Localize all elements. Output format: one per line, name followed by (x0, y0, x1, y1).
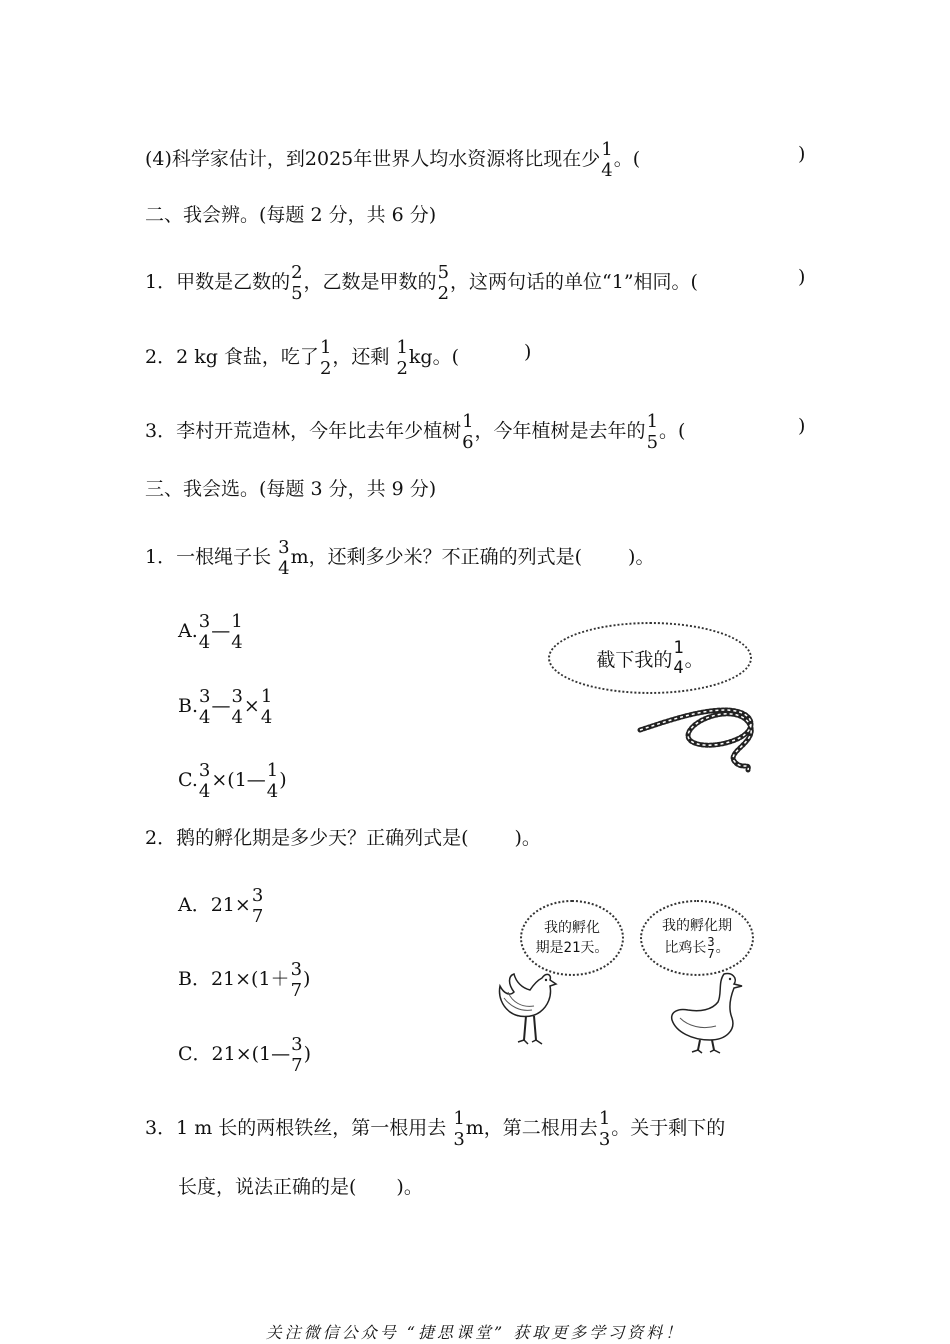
answer-paren-close: ) (798, 266, 806, 288)
fraction-numerator: 3 (231, 686, 243, 707)
question-text: 长度，说法正确的是( (178, 1176, 357, 1198)
option-label: B. (178, 695, 199, 717)
fraction-numerator: 1 (462, 411, 474, 432)
question-4 (145, 139, 640, 181)
fraction-numerator: 3 (290, 959, 303, 980)
s3-question-2 (145, 825, 541, 851)
fraction-numerator: 1 (598, 1108, 611, 1129)
section-2-title: 二、我会辨。(每题 2 分，共 6 分) (145, 204, 437, 226)
fraction (396, 337, 407, 379)
bubble-text: 期是21天。 (535, 940, 609, 956)
answer-paren-close: ) (798, 143, 806, 165)
bubble-text: 我的孵化 (544, 920, 600, 936)
fraction-numerator: 1 (453, 1108, 465, 1129)
answer-paren-close: ) (798, 415, 806, 437)
fraction-numerator: 3 (198, 760, 211, 781)
question-text: 2．鹅的孵化期是多少天？正确列式是( (145, 827, 469, 849)
answer-paren-open: 。( (613, 148, 641, 170)
question-text: 1．一根绳子长 (145, 546, 278, 568)
fraction-numerator: 3 (707, 935, 715, 949)
fraction (231, 611, 242, 653)
fraction-denominator: 5 (291, 283, 303, 304)
answer-paren-close: ) (524, 341, 532, 363)
fraction (261, 686, 272, 728)
question-text: kg。( (408, 346, 459, 368)
goose-speech-bubble (640, 900, 754, 976)
option-label: A．21× (178, 894, 251, 916)
fraction-denominator: 3 (453, 1129, 465, 1150)
fraction (291, 262, 302, 304)
fraction-numerator: 1 (673, 638, 684, 658)
s2-question-1 (145, 262, 698, 304)
option-a (178, 885, 264, 927)
fraction-numerator: 5 (437, 262, 450, 283)
operator: — (211, 620, 231, 642)
fraction (707, 936, 714, 960)
option-label: B．21×(1＋ (178, 968, 290, 990)
rope-illustration (630, 690, 770, 780)
fraction (647, 411, 658, 453)
fraction-denominator: 4 (601, 160, 613, 181)
fraction-numerator: 3 (251, 885, 264, 906)
fraction-denominator: 5 (646, 432, 659, 453)
option-b (178, 686, 273, 728)
fraction (453, 1108, 464, 1150)
fraction-numerator: 1 (646, 411, 659, 432)
section-3-title: 三、我会选。(每题 3 分，共 9 分) (145, 478, 437, 500)
fraction (199, 686, 210, 728)
fraction-denominator: 2 (437, 283, 450, 304)
question-text: (4)科学家估计，到2025年世界人均水资源将比现在少 (145, 148, 601, 170)
s3-question-3-line-2 (178, 1174, 423, 1200)
fraction-denominator: 4 (673, 658, 684, 678)
operator: ) (303, 1043, 312, 1065)
question-text: 2．2 kg 食盐，吃了 (145, 346, 319, 368)
fraction-denominator: 7 (707, 947, 715, 961)
fraction-numerator: 2 (291, 262, 303, 283)
fraction-denominator: 4 (266, 781, 279, 802)
chicken-speech-bubble (520, 900, 624, 976)
fraction-numerator: 1 (266, 760, 279, 781)
fraction-denominator: 2 (319, 358, 332, 379)
s3-question-1 (145, 537, 654, 579)
question-text: ，这两句话的单位“1”相同。( (450, 271, 698, 293)
option-label: C. (178, 769, 198, 791)
fraction-denominator: 4 (198, 632, 211, 653)
fraction (199, 760, 210, 802)
question-text: )。 (396, 1176, 423, 1198)
fraction (267, 760, 278, 802)
bubble-line (664, 936, 729, 960)
s2-question-3 (145, 411, 685, 453)
bubble-text: 截下我的 (596, 648, 673, 671)
fraction-denominator: 4 (260, 707, 273, 728)
fraction-numerator: 3 (278, 537, 290, 558)
question-text: ，还剩 (332, 346, 396, 368)
fraction-numerator: 3 (198, 611, 211, 632)
fraction (231, 686, 242, 728)
bubble-text: 。 (684, 648, 704, 671)
operator: ×(1— (211, 769, 266, 791)
fraction (278, 537, 289, 579)
option-a (178, 611, 244, 653)
operator: ) (303, 968, 311, 990)
fraction-denominator: 3 (598, 1129, 611, 1150)
question-text: 1．甲数是乙数的 (145, 271, 291, 293)
bubble-text: 我的孵化期 (662, 918, 732, 934)
goose-icon (668, 968, 748, 1054)
question-text: 3．1 m 长的两根铁丝，第一根用去 (145, 1117, 453, 1139)
s3-question-3 (145, 1108, 725, 1150)
fraction-numerator: 1 (260, 686, 273, 707)
operator: ) (279, 769, 287, 791)
fraction-denominator: 4 (199, 707, 211, 728)
fraction-denominator: 4 (231, 632, 243, 653)
fraction (291, 1034, 302, 1076)
question-text: m，第二根用去 (465, 1117, 598, 1139)
fraction-denominator: 4 (198, 781, 211, 802)
footer-note: 关注微信公众号 “捷思课堂” 获取更多学习资料！ (265, 1323, 685, 1342)
fraction (601, 139, 612, 181)
fraction-denominator: 2 (396, 358, 408, 379)
option-label: A. (178, 620, 198, 642)
option-label: C．21×(1— (178, 1043, 291, 1065)
fraction-denominator: 7 (290, 980, 303, 1001)
fraction-denominator: 6 (462, 432, 474, 453)
fraction (252, 885, 263, 927)
question-text: ，乙数是甲数的 (303, 271, 437, 293)
fraction-numerator: 1 (319, 337, 332, 358)
fraction-denominator: 4 (231, 707, 243, 728)
chicken-icon (494, 970, 564, 1050)
option-b (178, 959, 310, 1001)
fraction (599, 1108, 610, 1150)
question-text: 。关于剩下的 (611, 1117, 726, 1139)
question-text: m，还剩多少米？不正确的列式是( (290, 546, 583, 568)
fraction (320, 337, 331, 379)
fraction-numerator: 1 (601, 139, 613, 160)
fraction-numerator: 1 (396, 337, 408, 358)
fraction-denominator: 7 (291, 1055, 303, 1076)
fraction (673, 638, 683, 678)
question-text: 3．李村开荒造林，今年比去年少植树 (145, 420, 462, 442)
fraction-numerator: 1 (231, 611, 243, 632)
s2-question-2 (145, 337, 459, 379)
question-text: )。 (628, 546, 655, 568)
operator: — (211, 695, 231, 717)
fraction-numerator: 3 (199, 686, 211, 707)
fraction-numerator: 3 (291, 1034, 303, 1055)
fraction (438, 262, 449, 304)
rope-speech-bubble (548, 622, 752, 694)
fraction-denominator: 7 (251, 906, 264, 927)
question-text: )。 (514, 827, 541, 849)
fraction-denominator: 4 (278, 558, 290, 579)
question-text: 。( (659, 420, 686, 442)
option-c (178, 760, 287, 802)
fraction (462, 411, 473, 453)
option-c (178, 1034, 311, 1076)
bubble-text: 。 (715, 940, 730, 956)
fraction (291, 959, 302, 1001)
operator: × (243, 695, 260, 717)
question-text: ，今年植树是去年的 (474, 420, 646, 442)
bubble-text: 比鸡长 (664, 940, 707, 956)
fraction (199, 611, 210, 653)
